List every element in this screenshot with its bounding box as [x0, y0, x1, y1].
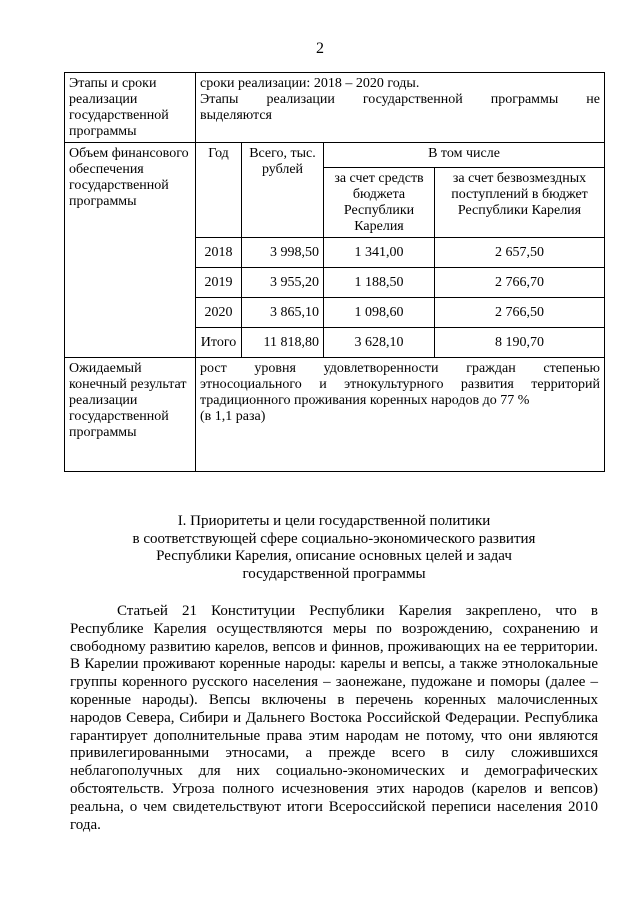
- grants-header: за счет безвозмездных поступлений в бюджет Республики Карелия: [435, 168, 605, 238]
- financing-header-row: [65, 143, 605, 168]
- section-title-line-3: Республики Карелия, описание основных целей и задач: [156, 548, 512, 565]
- year-cell: 2019: [196, 268, 242, 298]
- total-cell: 3 955,20: [242, 268, 324, 298]
- stages-content: [196, 73, 605, 143]
- financing-label: Объем финансового обеспечения государственной программы: [65, 143, 196, 358]
- budget-cell: 3 628,10: [324, 328, 435, 358]
- including-header: В том числе: [324, 143, 605, 168]
- stages-line-1: сроки реализации: 2018 – 2020 годы.: [200, 76, 420, 91]
- stages-row: [65, 73, 605, 143]
- program-passport-table: [64, 72, 605, 472]
- page-number: 2: [316, 40, 324, 57]
- grants-cell: 8 190,70: [435, 328, 605, 358]
- total-cell: 3 998,50: [242, 238, 324, 268]
- grants-cell: 2 766,50: [435, 298, 605, 328]
- budget-cell: 1 341,00: [324, 238, 435, 268]
- section-title-line-2: в соответствующей сфере социально-экономического развития: [132, 530, 536, 547]
- result-line-3: традиционного проживания коренных народов до 77 %: [200, 393, 530, 408]
- year-cell: 2020: [196, 298, 242, 328]
- result-content: [196, 358, 605, 472]
- result-line-2: этносоциального и этнокультурного развития территорий: [200, 377, 600, 392]
- year-cell: 2018: [196, 238, 242, 268]
- stages-line-2: Этапы реализации государственной программы не: [200, 92, 600, 107]
- total-header: Всего, тыс. рублей: [242, 143, 324, 238]
- grants-cell: 2 657,50: [435, 238, 605, 268]
- result-line-1: рост уровня удовлетворенности граждан степенью: [200, 361, 600, 376]
- year-cell: Итого: [196, 328, 242, 358]
- stages-label: Этапы и сроки реализации государственной программы: [65, 73, 196, 143]
- budget-header: за счет средств бюджета Республики Карелия: [324, 168, 435, 238]
- budget-cell: 1 098,60: [324, 298, 435, 328]
- section-title-line-1: I. Приоритеты и цели государственной политики: [177, 513, 491, 529]
- budget-cell: 1 188,50: [324, 268, 435, 298]
- section-title: [64, 513, 604, 583]
- total-cell: 3 865,10: [242, 298, 324, 328]
- result-label: Ожидаемый конечный результат реализации государственной программы: [65, 358, 196, 472]
- total-cell: 11 818,80: [242, 328, 324, 358]
- result-line-4: (в 1,1 раза): [200, 409, 266, 424]
- section-title-line-4: государственной программы: [242, 565, 426, 582]
- grants-cell: 2 766,70: [435, 268, 605, 298]
- year-header: Год: [196, 143, 242, 238]
- result-row: [65, 358, 605, 472]
- body-paragraph: Статьей 21 Конституции Республики Карелия закреплено, что в Республике Карелия осуществляются меры по возрождению, сохранению и свободному развитию карелов, вепсов и финнов, проживающих на ее территории. В Карелии проживают коренные народы: карелы и вепсы, а также этнолокальные группы коренного русского населения – заонежане, пудожане и поморы (далее – коренные народы). Вепсы включены в перечень коренных малочисленных народов Севера, Сибири и Дальнего Востока Российской Федерации. Республика гарантирует дополнительные права этим народам не потому, что они являются привилегированными этносами, а прежде всего в силу сложившихся неблагополучных для них социально-экономических и демографических обстоятельств. Угроза полного исчезновения этих народов (карелов и вепсов) реальна, о чем свидетельствуют итоги Всероссийской переписи населения 2010 года.: [70, 603, 598, 833]
- stages-line-3: выделяются: [200, 108, 272, 123]
